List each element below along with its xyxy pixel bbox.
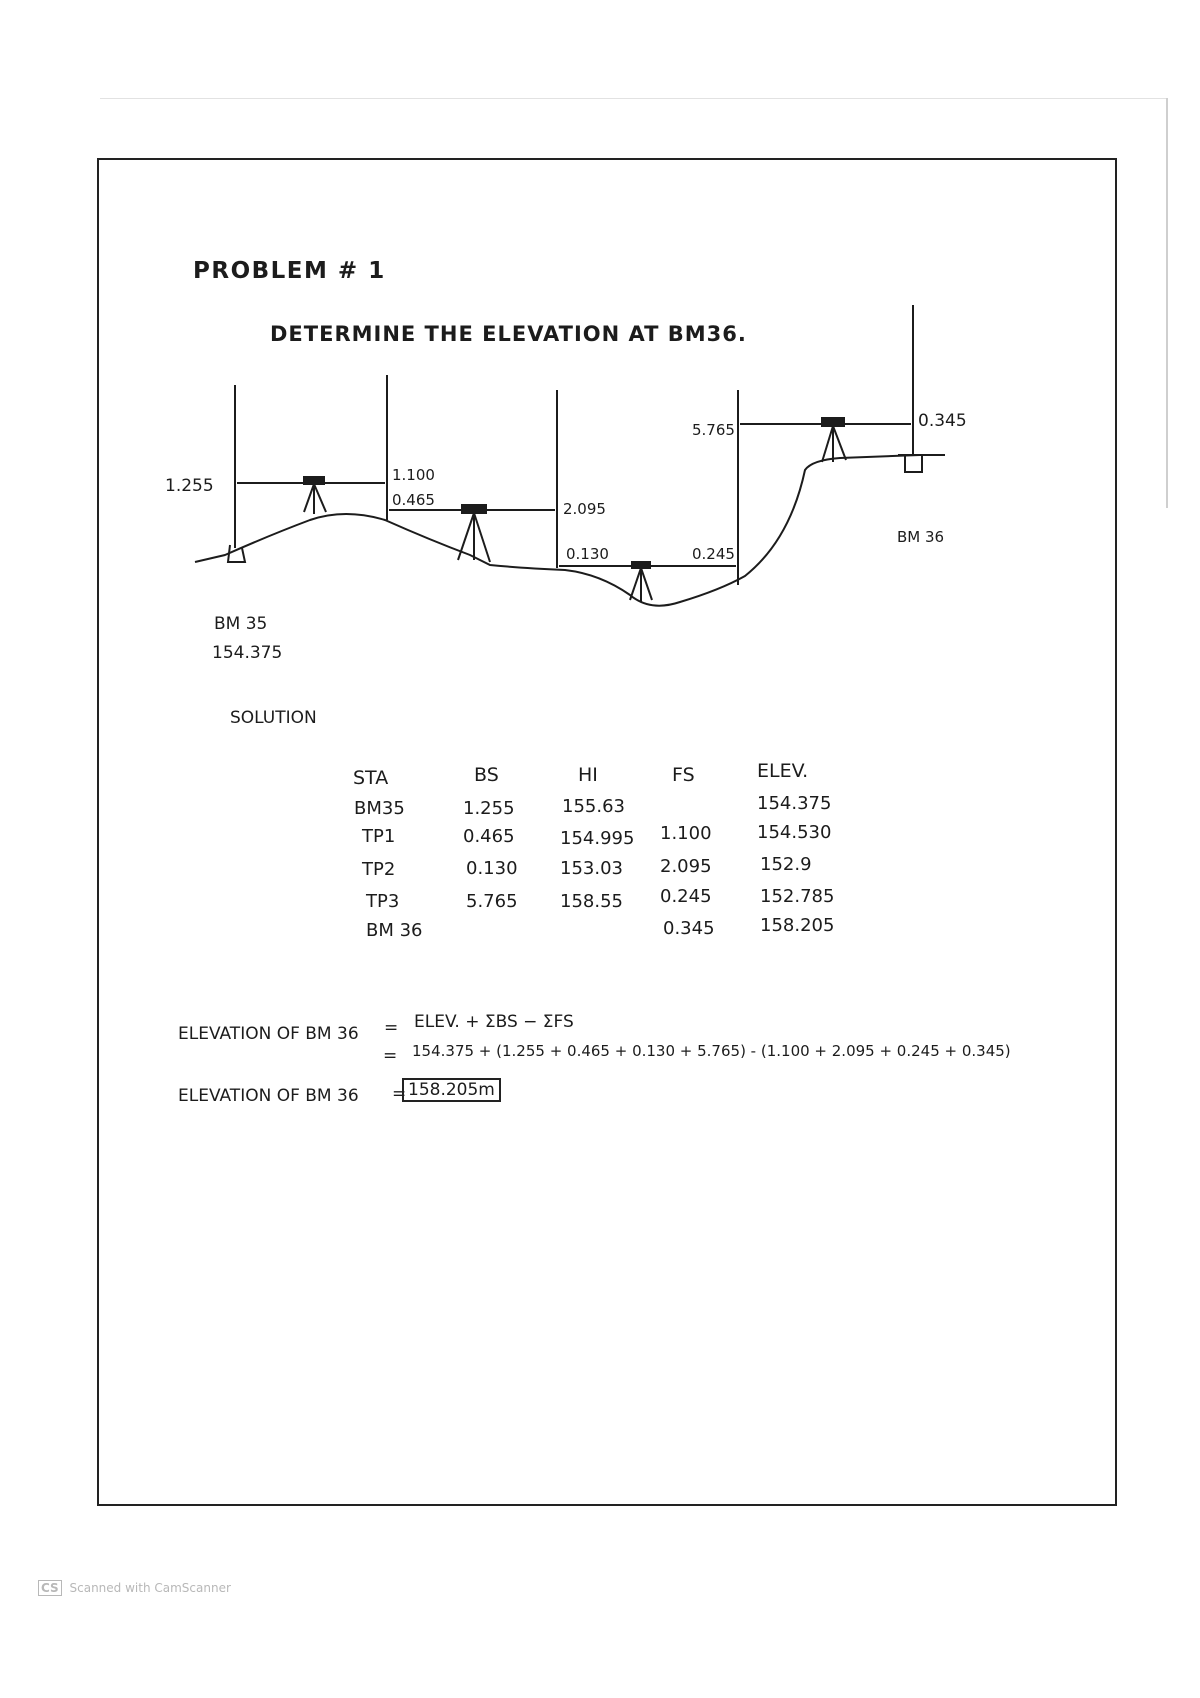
equation-line2-expr: 154.375 + (1.255 + 0.465 + 0.130 + 5.765) - (1.100 + 2.095 + 0.245 + 0.345): [412, 1042, 1011, 1060]
bm36-label: BM 36: [897, 528, 945, 546]
reading-fs-tp2: 2.095: [563, 500, 606, 518]
table-header-elev: ELEV.: [757, 760, 809, 782]
equation-line1-expr: ELEV. + ΣBS − ΣFS: [414, 1012, 574, 1032]
table-cell: 1.255: [463, 798, 515, 819]
bm35-elevation: 154.375: [212, 643, 283, 663]
leveling-profile-diagram: [0, 0, 1200, 700]
watermark-text: Scanned with CamScanner: [69, 1581, 231, 1595]
table-cell: 5.765: [466, 891, 518, 912]
scanner-watermark: [38, 1580, 231, 1596]
camscanner-logo-icon: CS: [38, 1580, 62, 1596]
table-cell: 0.465: [463, 826, 515, 847]
table-cell: 152.9: [760, 854, 812, 875]
reading-bs-tp3: 5.765: [692, 421, 735, 439]
table-cell: TP2: [362, 859, 396, 880]
reading-bs-bm35: 1.255: [165, 476, 214, 496]
table-cell: 154.375: [757, 793, 832, 814]
bm36-marker: [898, 455, 930, 472]
table-cell: 154.995: [560, 828, 635, 849]
table-cell: TP1: [362, 826, 396, 847]
table-cell: 0.345: [663, 918, 715, 939]
equation-line1-equals: =: [384, 1018, 399, 1038]
table-cell: BM35: [354, 798, 405, 819]
equation-line1-label: ELEVATION OF BM 36: [178, 1024, 359, 1044]
equation-line2-equals: =: [383, 1046, 398, 1066]
equation-line3-equals: =: [392, 1084, 407, 1104]
table-header-sta: STA: [353, 767, 389, 789]
table-cell: TP3: [366, 891, 400, 912]
table-cell: 155.63: [562, 796, 625, 817]
bm35-label: BM 35: [214, 614, 268, 634]
instrument-setup-4-icon: [822, 418, 846, 462]
table-cell: 158.205: [760, 915, 835, 936]
solution-label: SOLUTION: [230, 708, 317, 728]
reading-fs-bm36: 0.345: [918, 411, 967, 431]
table-cell: 0.130: [466, 858, 518, 879]
table-cell: 153.03: [560, 858, 623, 879]
reading-bs-tp2: 0.130: [566, 545, 609, 563]
equation-line3-label: ELEVATION OF BM 36: [178, 1086, 359, 1106]
table-cell: 154.530: [757, 822, 832, 843]
instrument-setup-2-icon: [458, 505, 490, 562]
table-cell: 158.55: [560, 891, 623, 912]
table-cell: 2.095: [660, 856, 712, 877]
reading-fs-tp1: 1.100: [392, 466, 435, 484]
reading-fs-tp3: 0.245: [692, 545, 735, 563]
table-cell: BM 36: [366, 920, 423, 941]
table-cell: 1.100: [660, 823, 712, 844]
problem-title: PROBLEM # 1: [193, 258, 386, 284]
instrument-setup-1-icon: [304, 477, 326, 514]
table-header-fs: FS: [672, 764, 695, 786]
final-answer-box: 158.205m: [402, 1078, 501, 1102]
table-cell: 0.245: [660, 886, 712, 907]
instrument-setup-3-icon: [630, 562, 652, 602]
problem-instruction: DETERMINE THE ELEVATION AT BM36.: [270, 322, 747, 346]
table-cell: 152.785: [760, 886, 835, 907]
table-header-bs: BS: [474, 764, 499, 786]
table-header-hi: HI: [578, 764, 598, 786]
reading-bs-tp1: 0.465: [392, 491, 435, 509]
